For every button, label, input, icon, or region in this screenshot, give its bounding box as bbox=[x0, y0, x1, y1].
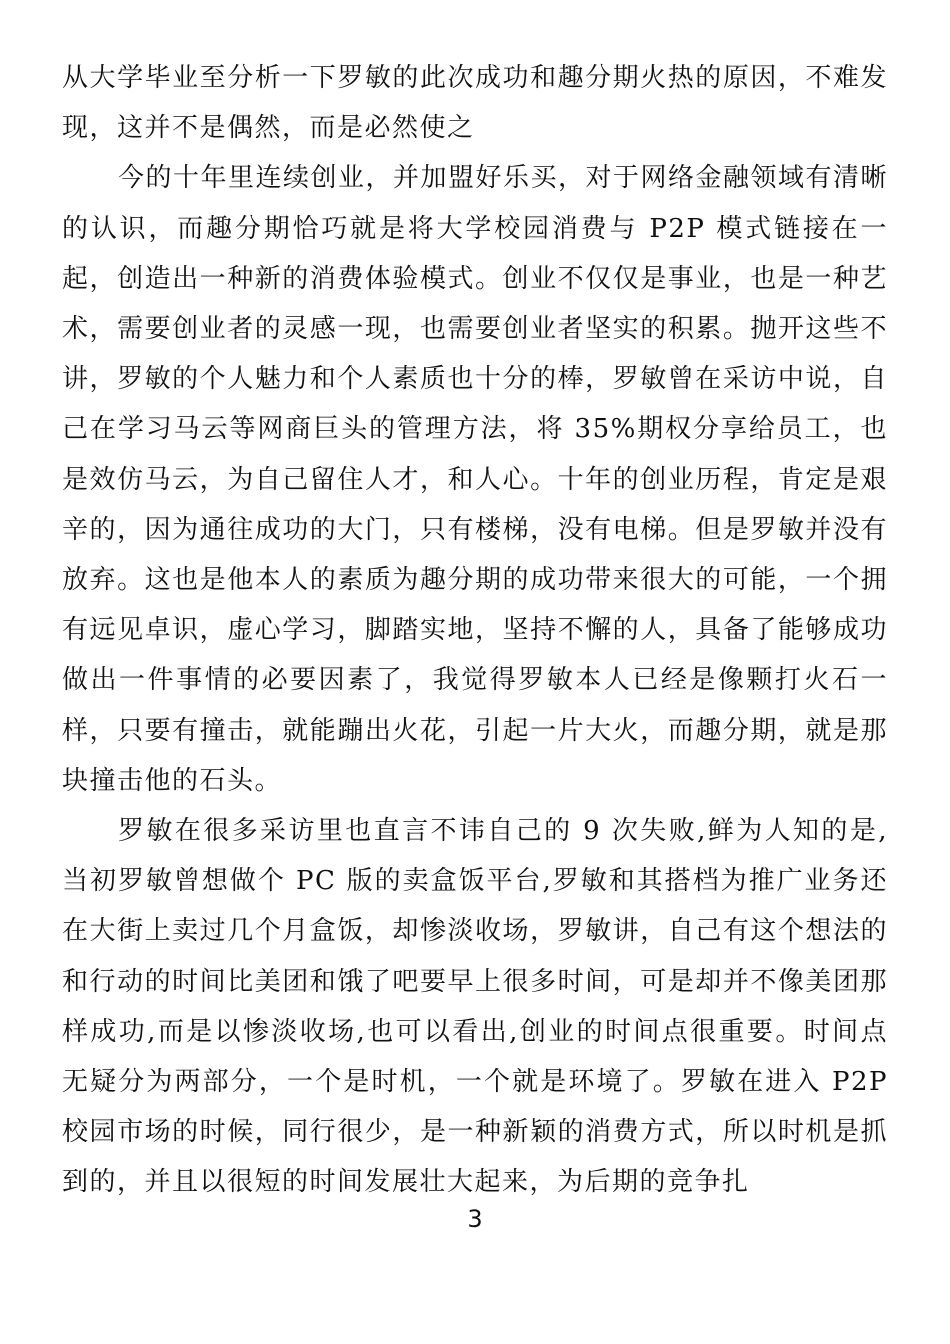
paragraph-3: 罗敏在很多采访里也直言不讳自己的 9 次失败,鲜为人知的是,当初罗敏曾想做个 PC 版的卖盒饭平台,罗敏和其搭档为推广业务还在大街上卖过几个月盒饭，却惨淡收场，罗敏讲，自己有这个想法的和行动的时间比美团和饿了吧要早上很多时间，可是却并不像美团那样成功,而是以惨淡收场,也可以看出,创业的时间点很重要。时间点无疑分为两部分，一个是时机，一个就是环境了。罗敏在进入 P2P 校园市场的时候，同行很少，是一种新颖的消费方式，所以时机是抓到的，并且以很短的时间发展壮大起来，为后期的竞争扎 bbox=[62, 816, 888, 1198]
page-number: 3 bbox=[467, 1205, 483, 1233]
paragraph-1: 从大学毕业至分析一下罗敏的此次成功和趣分期火热的原因，不难发现，这并不是偶然，而是必然使之 bbox=[62, 63, 888, 144]
body-text bbox=[62, 53, 888, 1208]
paragraph-2: 今的十年里连续创业，并加盟好乐买，对于网络金融领域有清晰的认识，而趣分期恰巧就是将大学校园消费与 P2P 模式链接在一起，创造出一种新的消费体验模式。创业不仅仅是事业，也是一种艺术，需要创业者的灵感一现，也需要创业者坚实的积累。抛开这些不讲，罗敏的个人魅力和个人素质也十分的棒，罗敏曾在采访中说，自己在学习马云等网商巨头的管理方法，将 35%期权分享给员工，也是效仿马云，为自己留住人才，和人心。十年的创业历程，肯定是艰辛的，因为通往成功的大门，只有楼梯，没有电梯。但是罗敏并没有放弃。这也是他本人的素质为趣分期的成功带来很大的可能，一个拥有远见卓识，虚心学习，脚踏实地，坚持不懈的人，具备了能够成功做出一件事情的必要因素了，我觉得罗敏本人已经是像颗打火石一样，只要有撞击，就能蹦出火花，引起一片大火，而趣分期，就是那块撞击他的石头。 bbox=[62, 163, 889, 796]
